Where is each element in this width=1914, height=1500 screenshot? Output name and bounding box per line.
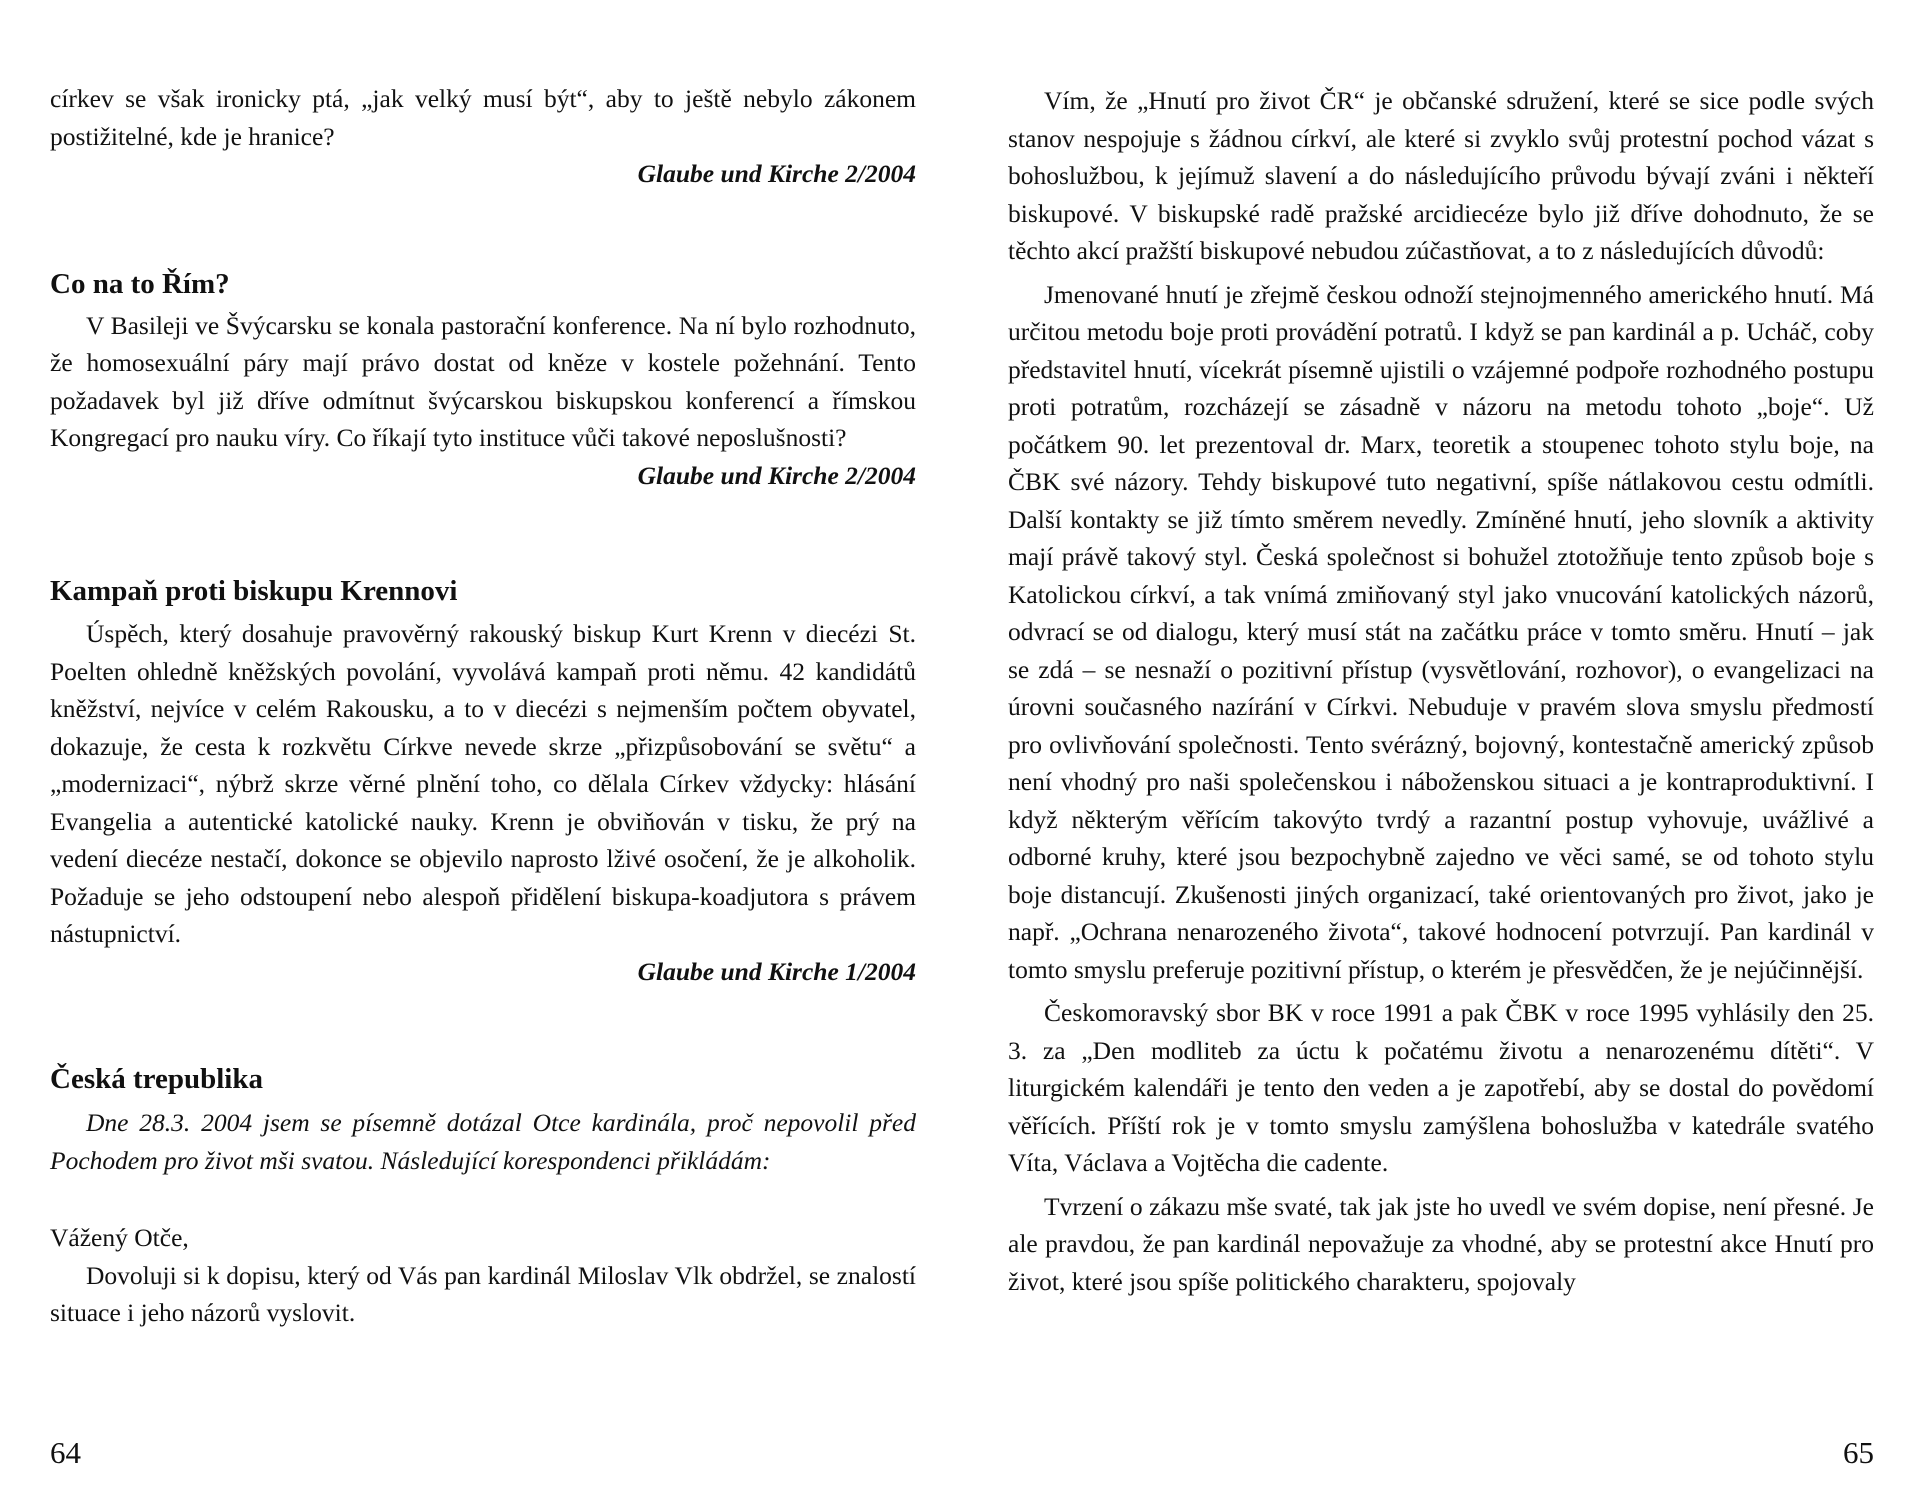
intro-source: Glaube und Kirche 2/2004: [637, 159, 916, 188]
heading-krenn: Kampaň proti biskupu Krennovi: [50, 575, 458, 607]
paragraph-krenn: Úspěch, který dosahuje pravověrný rakouský biskup Kurt Krenn v diecézi St. Poelten ohledně kněžských povolání, vyvolává kampaň proti němu. 42 kandidátů kněžství, nejvíce v celém Rakousku, a to v diecézi s nejmenším počtem obyvatel, dokazuje, že cesta k rozkvětu Církve nevede skrze „přizpůsobování se světu“ a „modernizaci“, nýbrž skrze věrné plnění toho, co dělala Církev vždycky: hlásání Evangelia a autentické katolické nauky. Krenn je obviňován v tisku, že prý na vedení diecéze nestačí, dokonce se objevilo naprosto lživé osočení, že je alkoholik. Požaduje se jeho odstoupení nebo alespoň přidělení biskupa-koadjutora s právem nástupnictví.: [50, 619, 916, 948]
italic-intro: Dne 28.3. 2004 jsem se písemně dotázal Otce kardinála, proč nepovolil před Pochodem pro život mši svatou. Následující korespondenci přikládám:: [50, 1108, 916, 1175]
heading-rim: Co na to Řím?: [50, 267, 230, 300]
right-paragraph-3: Českomoravský sbor BK v roce 1991 a pak ČBK v roce 1995 vyhlásily den 25. 3. za „Den modliteb za úctu k počatému životu a nenarozenému dítěti“. V liturgickém kalendáři je tento den veden a je zapotřebí, aby se dostal do povědomí věřících. Příští rok je v tomto smyslu zamýšlena bohoslužba v katedrále svatého Víta, Václava a Vojtěcha die cadente.: [1008, 998, 1874, 1177]
right-paragraph-1: Vím, že „Hnutí pro život ČR“ je občanské sdružení, které se sice podle svých stanov nespojuje s žádnou církví, ale které si zvyklo svůj protestní pochod vázat s bohoslužbou, k jejímuž slavení a do následujícího průvodu bývají zváni i někteří biskupové. V biskupské radě pražské arcidiecéze bylo již dříve dohodnuto, že se těchto akcí pražští biskupové nebudou zúčastňovat, a to z následujících důvodů:: [1008, 86, 1874, 265]
right-paragraph-4: Tvrzení o zákazu mše svaté, tak jak jste ho uvedl ve svém dopise, není přesné. Je ale pravdou, že pan kardinál nepovažuje za vhodné, aby se protestní akce Hnutí pro život, které jsou spíše politického charakteru, spojovaly: [1008, 1191, 1874, 1296]
paragraph-rim: V Basileji ve Švýcarsku se konala pastorační konference. Na ní bylo rozhodnuto, že homosexuální páry mají právo dostat od kněze v kostele požehnání. Tento požadavek byl již dříve odmítnut švýcarskou biskupskou konferencí a římskou Kongregací pro nauku víry. Co říkají tyto instituce vůči takové neposlušnosti?: [50, 310, 916, 452]
page-number-right: 65: [1843, 1435, 1874, 1470]
left-page-content: [50, 80, 916, 1332]
paragraph-letter: Dovoluji si k dopisu, který od Vás pan kardinál Miloslav Vlk obdržel, se znalostí situace i jeho názorů vyslovit.: [50, 1260, 916, 1327]
left-page: [50, 0, 916, 1500]
intro-paragraph: církev se však ironicky ptá, „jak velký musí být“, aby to ještě nebylo zákonem postižitelné, kde je hranice?: [50, 84, 916, 151]
heading-trepublika: Česká trepublika: [50, 1063, 263, 1095]
source-krenn: Glaube und Kirche 1/2004: [637, 956, 916, 986]
right-page: [1008, 0, 1874, 1500]
salutation: Vážený Otče,: [50, 1223, 189, 1252]
source-rim: Glaube und Kirche 2/2004: [637, 460, 916, 490]
right-paragraph-2: Jmenované hnutí je zřejmě českou odnoží stejnojmenného amerického hnutí. Má určitou metodu boje proti provádění potratů. I když se pan kardinál a p. Ucháč, coby představitel hnutí, vícekrát písemně ujistili o vzájemné podpoře rozhodného postupu proti potratům, rozcházejí se zásadně v názoru na metodu tohoto „boje“. Už počátkem 90. let prezentoval dr. Marx, teoretik a stoupenec tohoto stylu boje, na ČBK své názory. Tehdy biskupové tuto negativní, spíše nátlakovou cestu odmítli. Další kontakty se již tímto směrem nevedly. Zmíněné hnutí, jeho slovník a aktivity mají právě takový styl. Česká společnost si bohužel ztotožňuje tento způsob boje s Katolickou církví, a tak vnímá zmiňovaný styl jako vnucování katolických názorů, odvrací se od dialogu, který musí stát na začátku práce v tomto směru. Hnutí – jak se zdá – se nesnaží o pozitivní přístup (vysvětlování, rozhovor), o evangelizaci na úrovni současného nazírání v Církvi. Nebuduje v pravém slova smyslu předmostí pro ovlivňování společnosti. Tento svérázný, bojovný, kontestačně americký způsob není vhodný pro naši společenskou i náboženskou situaci a je kontraproduktivní. I když některým věřícím takovýto tvrdý a razantní postup vyhovuje, uvážlivé a odborné kruhy, které jsou bezpochybně zajedno ve věci samé, se od tohoto stylu boje distancují. Zkušenosti jiných organizací, také orientovaných pro život, jako je např. „Ochrana nenarozeného života“, takové hodnocení potvrzují. Pan kardinál v tomto smyslu preferuje pozitivní přístup, o kterém je přesvědčen, že je nejúčinnější.: [1008, 279, 1874, 984]
right-page-content: [1008, 82, 1874, 1300]
page-number-left: 64: [50, 1435, 81, 1470]
